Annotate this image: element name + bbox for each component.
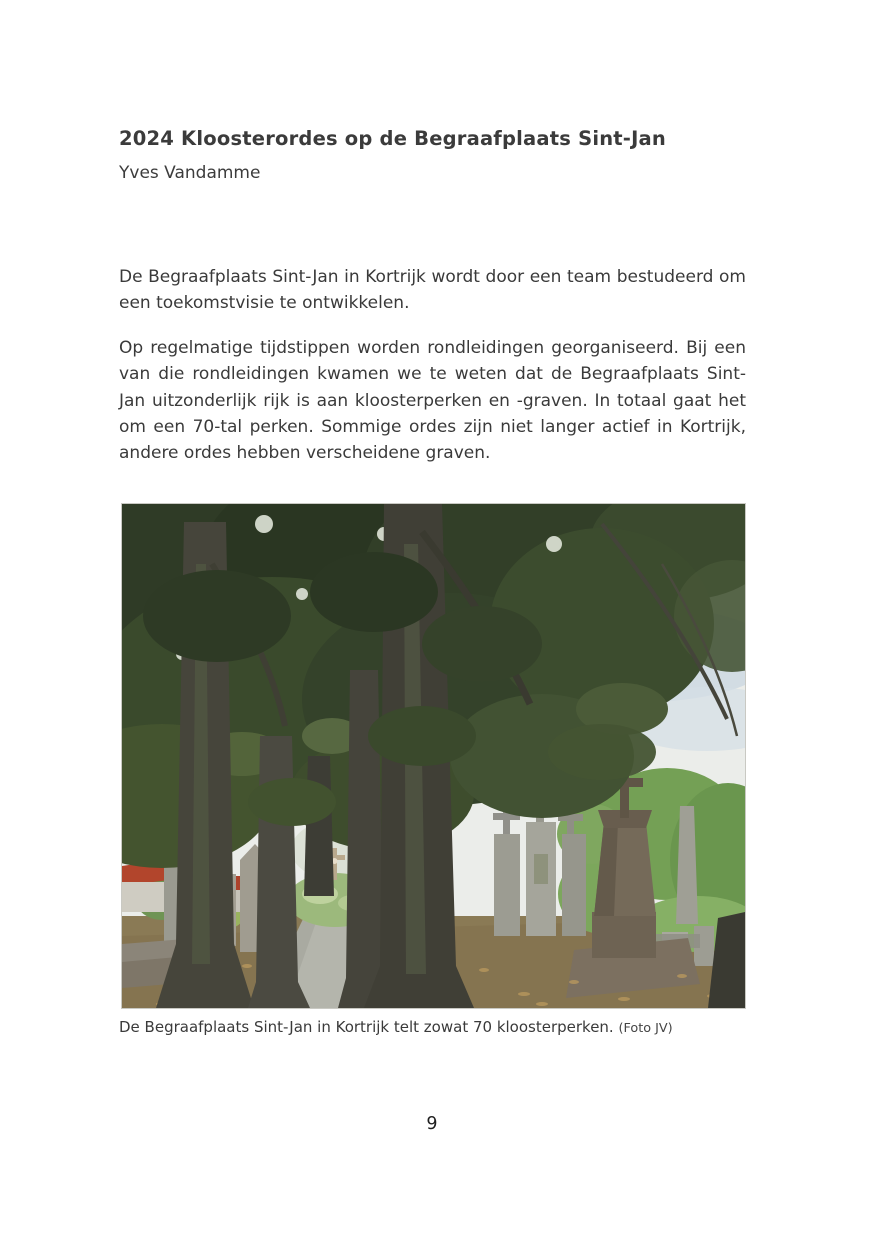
cemetery-photo [122,504,745,1008]
paragraph-tours: Op regelmatige tijdstippen worden rondleidingen georganiseerd. Bij een van die rondleidingen kwamen we te weten dat de Begraafplaats Sint-Jan uitzonderlijk rijk is aan kloosterperken en -graven. In totaal gaat het om een 70-tal perken. Sommige ordes zijn niet langer actief in Kortrijk, andere ordes hebben verscheidene graven. [119,338,746,464]
page-number: 9 [426,1114,438,1134]
page-title: 2024 Kloosterordes op de Begraafplaats Sint-Jan [119,127,666,151]
photo-caption-text: De Begraafplaats Sint-Jan in Kortrijk telt zowat 70 kloosterperken. [119,1018,614,1036]
author-byline: Yves Vandamme [119,163,261,183]
tree-trunk [304,756,334,896]
photo-credit: (Foto JV) [618,1021,673,1036]
cemetery-photo-illustration [122,504,745,1008]
paragraph-intro: De Begraafplaats Sint-Jan in Kortrijk wordt door een team bestudeerd om een toekomstvisie te ontwikkelen. [119,267,746,314]
photo-caption [119,1018,769,1036]
